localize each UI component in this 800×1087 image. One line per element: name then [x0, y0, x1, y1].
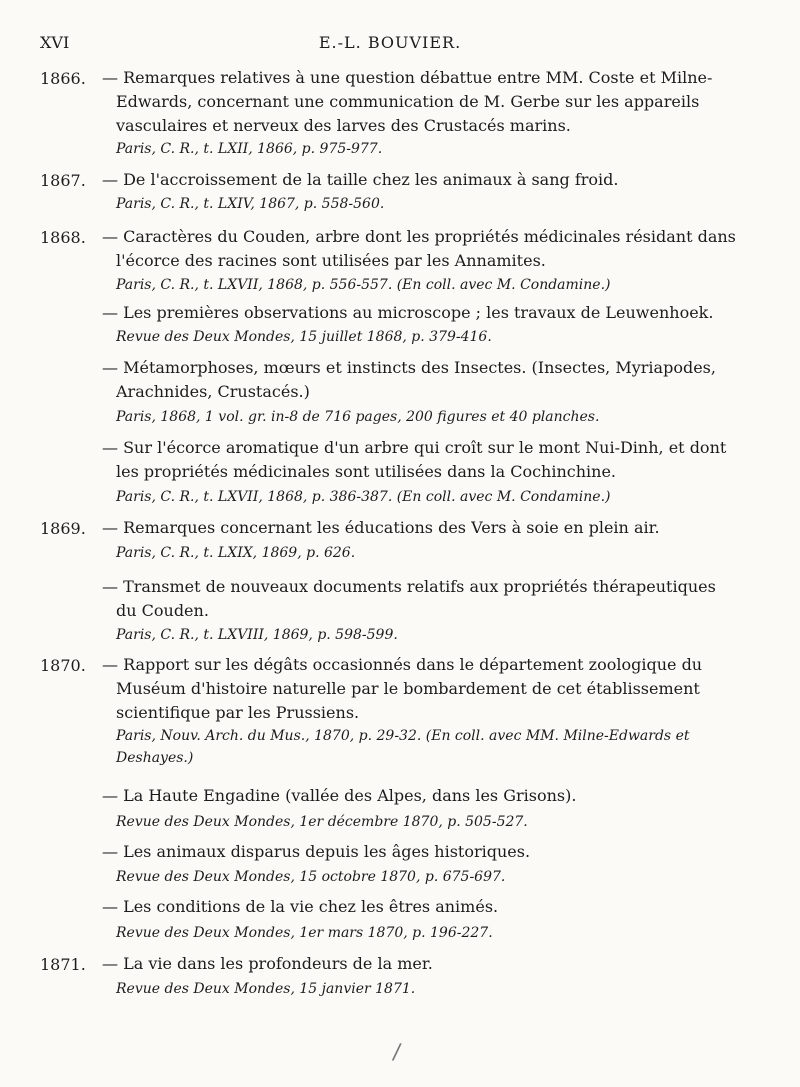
entry-text: — Caractères du Couden, arbre dont les propriétés médicinales résidant dans l'écorce des racines sont utilisées par les Annamites. — [102, 227, 736, 270]
entry-year: 1869. — [40, 519, 86, 538]
bibliography-entry — [102, 301, 740, 325]
entry-text: — Les conditions de la vie chez les êtres animés. — [102, 897, 499, 916]
entry-text: — De l'accroissement de la taille chez les animaux à sang froid. — [102, 170, 619, 189]
bibliography-entry — [102, 952, 740, 976]
entry-year: 1866. — [40, 69, 86, 88]
bibliography-entry — [102, 653, 740, 725]
bibliography-entry — [102, 575, 740, 623]
bibliography-entry — [102, 225, 740, 273]
entry-citation: Revue des Deux Mondes, 15 octobre 1870, p. 675-697. — [116, 869, 506, 885]
stray-mark: / — [391, 1039, 403, 1066]
entry-citation: Revue des Deux Mondes, 15 juillet 1868, p. 379-416. — [116, 329, 492, 345]
bibliography-entry — [102, 516, 740, 540]
running-title: E.-L. BOUVIER. — [318, 33, 462, 52]
bibliography-entry — [102, 168, 740, 192]
entry-citation: Paris, Nouv. Arch. du Mus., 1870, p. 29-32. (En coll. avec MM. Milne-Edwards et Deshayes.) — [116, 728, 690, 766]
entry-citation: Paris, C. R., t. LXIX, 1869, p. 626. — [116, 545, 356, 561]
entry-text: — La vie dans les profondeurs de la mer. — [102, 954, 433, 973]
entry-citation: Paris, C. R., t. LXVII, 1868, p. 386-387. (En coll. avec M. Condamine.) — [116, 489, 611, 505]
entry-citation: Paris, C. R., t. LXVII, 1868, p. 556-557. (En coll. avec M. Condamine.) — [116, 277, 611, 293]
bibliography-entry — [102, 895, 740, 919]
entry-citation: Revue des Deux Mondes, 1er mars 1870, p. 196-227. — [116, 925, 493, 941]
bibliography-entry — [102, 356, 740, 404]
entry-citation: Paris, C. R., t. LXII, 1866, p. 975-977. — [116, 141, 383, 157]
entry-text: — La Haute Engadine (vallée des Alpes, dans les Grisons). — [102, 786, 577, 805]
entry-text: — Transmet de nouveaux documents relatifs aux propriétés thérapeutiques du Couden. — [102, 577, 716, 620]
entry-text: — Les premières observations au microscope ; les travaux de Leuwenhoek. — [102, 303, 714, 322]
entry-citation: Paris, C. R., t. LXIV, 1867, p. 558-560. — [116, 196, 385, 212]
page-number: XVI — [40, 33, 70, 52]
entry-text: — Métamorphoses, mœurs et instincts des Insectes. (Insectes, Myriapodes, Arachnides, Crustacés.) — [102, 358, 716, 401]
entry-citation: Revue des Deux Mondes, 15 janvier 1871. — [116, 981, 416, 997]
bibliography-entry — [102, 66, 740, 138]
entry-year: 1868. — [40, 228, 86, 247]
entry-citation: Paris, C. R., t. LXVIII, 1869, p. 598-599. — [116, 627, 398, 643]
bibliography-entry — [102, 784, 740, 808]
entry-year: 1870. — [40, 656, 86, 675]
entry-year: 1871. — [40, 955, 86, 974]
bibliography-entry — [102, 840, 740, 864]
bibliography-entry — [102, 436, 740, 484]
page-header — [40, 33, 740, 57]
entry-citation: Paris, 1868, 1 vol. gr. in-8 de 716 pages, 200 figures et 40 planches. — [116, 409, 600, 425]
entry-text: — Rapport sur les dégâts occasionnés dans le département zoologique du Muséum d'histoire naturelle par le bombardement de cet établissement scientifique par les Prussiens. — [102, 655, 703, 722]
entry-text: — Les animaux disparus depuis les âges historiques. — [102, 842, 531, 861]
entry-year: 1867. — [40, 171, 86, 190]
entry-text: — Remarques relatives à une question débattue entre MM. Coste et Milne-Edwards, concernant une communication de M. Gerbe sur les appareils vasculaires et nerveux des larves des Crustacés marins. — [102, 68, 713, 135]
entry-text: — Sur l'écorce aromatique d'un arbre qui croît sur le mont Nui-Dinh, et dont les propriétés médicinales sont utilisées dans la Cochinchine. — [102, 438, 727, 481]
entry-text: — Remarques concernant les éducations des Vers à soie en plein air. — [102, 518, 660, 537]
entry-citation: Revue des Deux Mondes, 1er décembre 1870, p. 505-527. — [116, 814, 528, 830]
